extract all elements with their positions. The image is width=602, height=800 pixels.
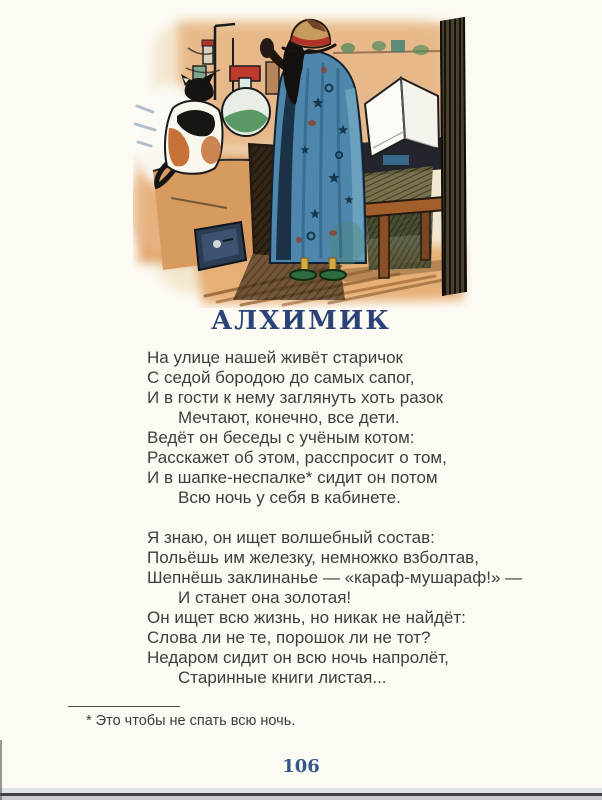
poem-line: Старинные книги листая... [178,668,387,687]
poem-line: И в гости к нему заглянуть хоть разок [147,388,444,407]
poem-title: АЛХИМИК [211,306,391,336]
wall-beam [440,17,466,296]
page-number: 106 [282,756,320,777]
alchemist-illustration [133,8,473,308]
scan-edge-left [0,740,2,800]
poem-line: Всю ночь у себя в кабинете. [178,488,401,507]
footnote-rule [68,706,180,707]
poem-line: Шепнёшь заклинанье — «караф-мушараф!» — [147,568,523,587]
held-flask [260,38,274,58]
slipper-right [320,270,346,280]
poem-line: На улице нашей живёт старичок [147,348,403,367]
footnote-text: * Это чтобы не спать всю ночь. [86,713,296,729]
poem-line: Ведёт он беседы с учёным котом: [147,428,415,447]
slipper-left [290,270,316,280]
poem-line: И станет она золотая! [178,588,352,607]
poem-line: С седой бородою до самых сапог, [147,368,415,387]
stanza [147,348,522,508]
poem-line: Польёшь им железку, немножко взболтав, [147,548,479,567]
poem-line: Мечтают, конечно, все дети. [178,408,400,427]
stanza [147,528,522,688]
poem-line: И в шапке-неспалке* сидит он потом [147,468,438,487]
poem-line: Я знаю, он ищет волшебный состав: [147,528,435,547]
poem-text [147,348,522,708]
poem-line: Слова ли не те, порошок ли не тот? [147,628,431,647]
footnote [68,706,295,729]
poem-line: Он ищет всю жизнь, но никак не найдёт: [147,608,466,627]
poem-line: Расскажет об этом, расспросит о том, [147,448,447,467]
poem-line: Недаром сидит он всю ночь напролёт, [147,648,449,667]
scan-edge-outer [0,796,602,800]
